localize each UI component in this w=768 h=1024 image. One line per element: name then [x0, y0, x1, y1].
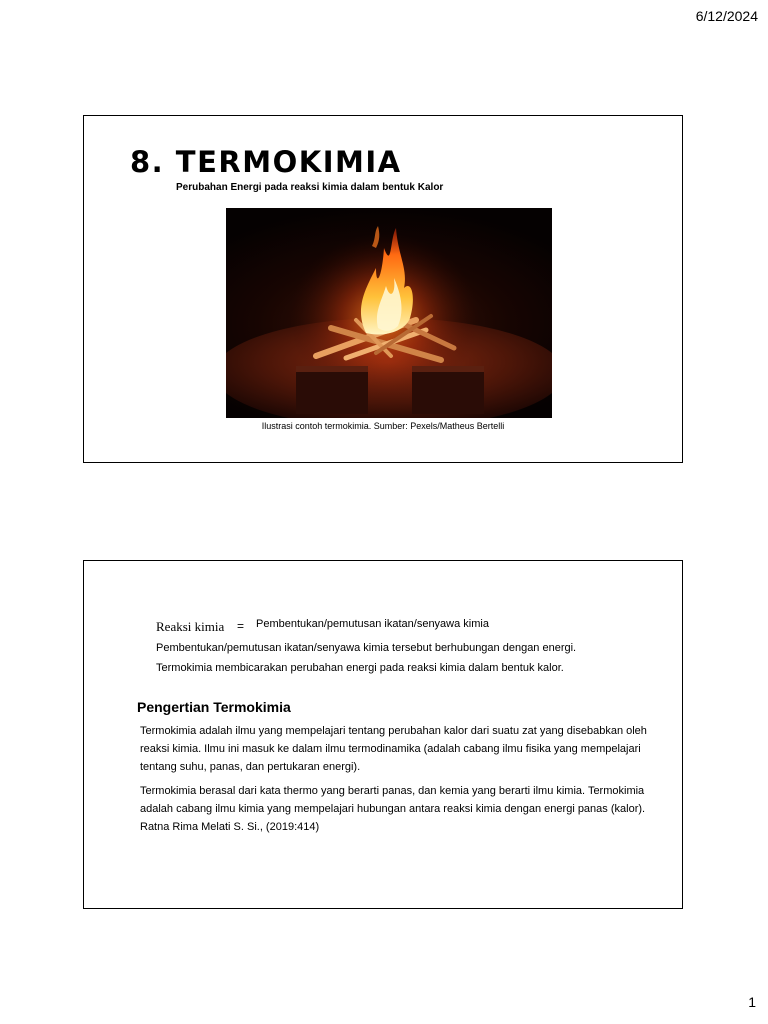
equals-sign: =: [237, 619, 245, 633]
slide-pengertian-termokimia: [83, 560, 683, 909]
image-caption: Ilustrasi contoh termokimia. Sumber: Pexels/Matheus Bertelli: [261, 421, 505, 431]
energy-relation-line: Pembentukan/pemutusan ikatan/senyawa kimia tersebut berhubungan dengan energi.: [156, 642, 577, 654]
citation: Ratna Rima Melati S. Si., (2019:414): [140, 821, 320, 833]
date-header: 6/12/2024: [695, 8, 758, 24]
termokimia-summary-line: Termokimia membicarakan perubahan energi pada reaksi kimia dalam bentuk kalor.: [156, 662, 564, 674]
reaksi-kimia-definition: Pembentukan/pemutusan ikatan/senyawa kimia: [256, 618, 489, 630]
slide-title: 8. TERMOKIMIA: [130, 145, 402, 179]
reaksi-kimia-label: Reaksi kimia: [156, 619, 225, 634]
campfire-icon: [226, 208, 552, 418]
slide-termokimia-title: [83, 115, 683, 463]
page-number: 1: [748, 994, 756, 1010]
section-heading: Pengertian Termokimia: [137, 699, 291, 715]
definition-paragraph: Termokimia adalah ilmu yang mempelajari tentang perubahan kalor dari suatu zat yang disebabkan oleh reaksi kimia. Ilmu ini masuk ke dalam ilmu termodinamika (adalah cabang ilmu fisika yang mempelajari tentang suhu, panas, dan pertukaran energi).: [140, 725, 647, 773]
etymology-paragraph: [140, 782, 660, 836]
campfire-photo: [226, 208, 552, 418]
slide-subtitle: Perubahan Energi pada reaksi kimia dalam bentuk Kalor: [176, 182, 444, 193]
etymology-text: Termokimia berasal dari kata thermo yang berarti panas, dan kemia yang berarti ilmu kimia. Termokimia adalah cabang ilmu kimia yang mempelajari hubungan antara reaksi kimia dengan energi panas (kalor).: [140, 785, 646, 815]
